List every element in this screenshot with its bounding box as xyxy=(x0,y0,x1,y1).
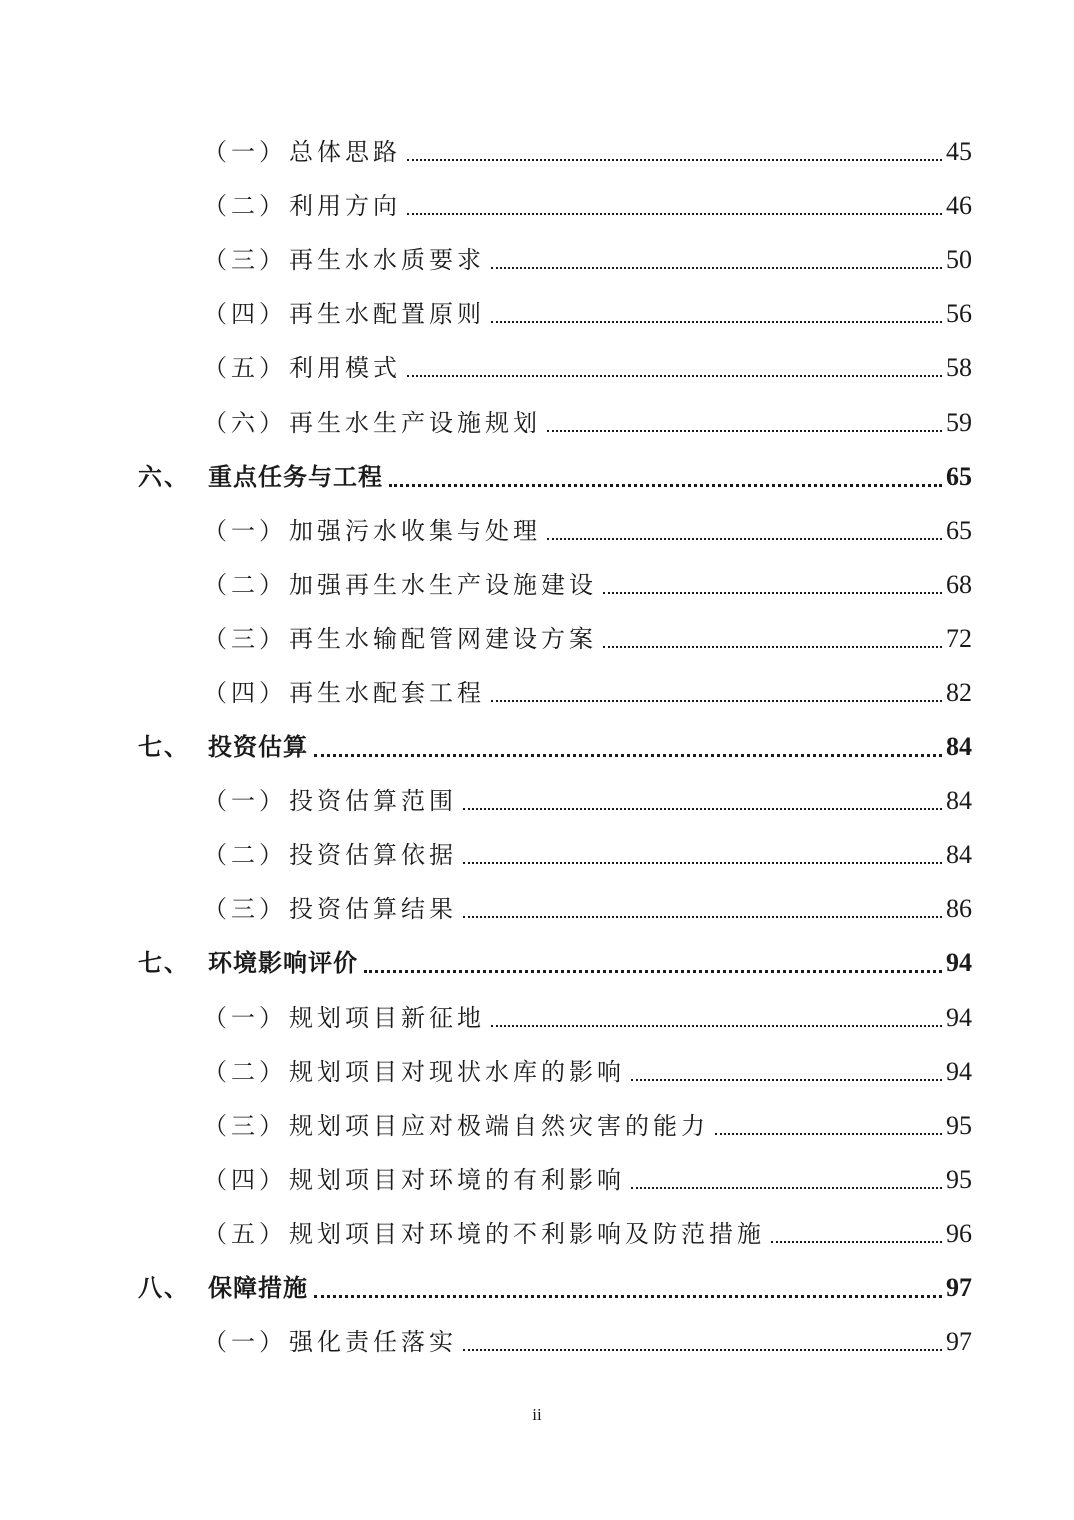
toc-entry-title: 投资估算依据 xyxy=(289,841,457,870)
toc-entry-number: （五） xyxy=(203,354,287,383)
toc-entry-title: 规划项目新征地 xyxy=(289,1003,485,1032)
toc-entry-title: 强化责任落实 xyxy=(289,1328,457,1357)
toc-dot-leader xyxy=(491,1003,942,1033)
toc-entry-number: （一） xyxy=(203,516,287,545)
toc-entry-page-number: 94 xyxy=(946,1002,972,1032)
toc-entry-page-number: 94 xyxy=(946,948,972,978)
toc-entry-title: 环境影响评价 xyxy=(208,948,358,978)
toc-entry-title: 投资估算 xyxy=(208,732,308,762)
toc-entry-number: （三） xyxy=(203,246,287,275)
toc-entry-number: （三） xyxy=(203,895,287,924)
toc-subsection-entry[interactable] xyxy=(0,666,1074,720)
toc-subsection-entry[interactable] xyxy=(0,558,1074,612)
toc-dot-leader xyxy=(715,1111,942,1141)
toc-entry-title: 规划项目对环境的不利影响及防范措施 xyxy=(289,1219,765,1248)
toc-entry-number: （二） xyxy=(203,1057,287,1086)
toc-entry-title: 再生水生产设施规划 xyxy=(289,408,541,437)
toc-dot-leader xyxy=(407,353,942,383)
toc-entry-number: （一） xyxy=(203,787,287,816)
toc-entry-number: （二） xyxy=(203,192,287,221)
toc-entry-page-number: 65 xyxy=(946,461,972,491)
page-footer-number: ii xyxy=(532,1405,542,1424)
toc-entry-number: （一） xyxy=(203,1003,287,1032)
toc-entry-page-number: 50 xyxy=(946,245,972,275)
toc-dot-leader xyxy=(389,462,942,492)
toc-section-entry[interactable] xyxy=(0,936,1074,990)
toc-entry-title: 总体思路 xyxy=(289,138,401,167)
toc-entry-number: 七、 xyxy=(138,948,190,978)
toc-entry-number: （五） xyxy=(203,1219,287,1248)
toc-subsection-entry[interactable] xyxy=(0,233,1074,287)
toc-entry-title: 加强再生水生产设施建设 xyxy=(289,570,597,599)
toc-dot-leader xyxy=(631,1165,942,1195)
toc-entry-number: （四） xyxy=(203,1165,287,1194)
table-of-contents xyxy=(0,125,1074,1369)
toc-entry-number: （四） xyxy=(203,300,287,329)
toc-entry-title: 再生水输配管网建设方案 xyxy=(289,624,597,653)
toc-subsection-entry[interactable] xyxy=(0,341,1074,395)
toc-subsection-entry[interactable] xyxy=(0,395,1074,449)
toc-entry-title: 利用方向 xyxy=(289,192,401,221)
toc-subsection-entry[interactable] xyxy=(0,774,1074,828)
toc-subsection-entry[interactable] xyxy=(0,882,1074,936)
toc-dot-leader xyxy=(364,948,942,978)
toc-entry-page-number: 97 xyxy=(946,1273,972,1303)
toc-dot-leader xyxy=(463,840,942,870)
toc-entry-page-number: 84 xyxy=(946,732,972,762)
toc-entry-number: 六、 xyxy=(138,461,190,491)
toc-dot-leader xyxy=(603,624,942,654)
toc-dot-leader xyxy=(547,516,942,546)
toc-entry-number: （三） xyxy=(203,624,287,653)
toc-entry-page-number: 59 xyxy=(946,407,972,437)
toc-subsection-entry[interactable] xyxy=(0,1315,1074,1369)
toc-entry-page-number: 65 xyxy=(946,515,972,545)
toc-dot-leader xyxy=(407,137,942,167)
toc-entry-page-number: 97 xyxy=(946,1327,972,1357)
toc-entry-title: 利用模式 xyxy=(289,354,401,383)
toc-entry-title: 投资估算范围 xyxy=(289,787,457,816)
toc-subsection-entry[interactable] xyxy=(0,612,1074,666)
toc-entry-number: （六） xyxy=(203,408,287,437)
toc-subsection-entry[interactable] xyxy=(0,1099,1074,1153)
toc-dot-leader xyxy=(314,1273,942,1303)
toc-dot-leader xyxy=(631,1057,942,1087)
toc-entry-number: （二） xyxy=(203,841,287,870)
toc-entry-title: 规划项目应对极端自然灾害的能力 xyxy=(289,1111,709,1140)
toc-entry-page-number: 95 xyxy=(946,1110,972,1140)
toc-entry-title: 规划项目对现状水库的影响 xyxy=(289,1057,625,1086)
toc-entry-page-number: 95 xyxy=(946,1164,972,1194)
toc-subsection-entry[interactable] xyxy=(0,828,1074,882)
toc-entry-number: （四） xyxy=(203,678,287,707)
toc-dot-leader xyxy=(463,786,942,816)
toc-entry-page-number: 94 xyxy=(946,1056,972,1086)
toc-entry-page-number: 86 xyxy=(946,894,972,924)
toc-subsection-entry[interactable] xyxy=(0,1153,1074,1207)
toc-entry-title: 保障措施 xyxy=(208,1273,308,1303)
toc-entry-title: 重点任务与工程 xyxy=(208,461,383,491)
toc-subsection-entry[interactable] xyxy=(0,1207,1074,1261)
toc-entry-number: （三） xyxy=(203,1111,287,1140)
toc-entry-page-number: 45 xyxy=(946,137,972,167)
toc-entry-title: 再生水配套工程 xyxy=(289,678,485,707)
toc-entry-number: 七、 xyxy=(138,732,190,762)
toc-subsection-entry[interactable] xyxy=(0,287,1074,341)
toc-dot-leader xyxy=(491,245,942,275)
toc-entry-page-number: 82 xyxy=(946,677,972,707)
toc-entry-title: 加强污水收集与处理 xyxy=(289,516,541,545)
toc-dot-leader xyxy=(463,894,942,924)
toc-entry-page-number: 58 xyxy=(946,353,972,383)
toc-entry-title: 投资估算结果 xyxy=(289,895,457,924)
toc-entry-title: 再生水配置原则 xyxy=(289,300,485,329)
toc-dot-leader xyxy=(603,570,942,600)
toc-subsection-entry[interactable] xyxy=(0,1045,1074,1099)
toc-entry-title: 规划项目对环境的有利影响 xyxy=(289,1165,625,1194)
toc-subsection-entry[interactable] xyxy=(0,125,1074,179)
toc-dot-leader xyxy=(463,1327,942,1357)
toc-entry-number: （一） xyxy=(203,1328,287,1357)
toc-dot-leader xyxy=(407,191,942,221)
toc-entry-page-number: 72 xyxy=(946,623,972,653)
toc-dot-leader xyxy=(771,1219,942,1249)
toc-section-entry[interactable] xyxy=(0,450,1074,504)
toc-dot-leader xyxy=(491,678,942,708)
toc-entry-number: （一） xyxy=(203,138,287,167)
toc-dot-leader xyxy=(314,732,942,762)
toc-entry-page-number: 84 xyxy=(946,840,972,870)
toc-subsection-entry[interactable] xyxy=(0,179,1074,233)
toc-dot-leader xyxy=(547,408,942,438)
toc-entry-number: 八、 xyxy=(138,1273,190,1303)
toc-entry-number: （二） xyxy=(203,570,287,599)
toc-entry-page-number: 84 xyxy=(946,786,972,816)
toc-subsection-entry[interactable] xyxy=(0,991,1074,1045)
toc-entry-page-number: 96 xyxy=(946,1218,972,1248)
toc-section-entry[interactable] xyxy=(0,720,1074,774)
toc-subsection-entry[interactable] xyxy=(0,504,1074,558)
toc-entry-page-number: 68 xyxy=(946,569,972,599)
toc-entry-page-number: 46 xyxy=(946,191,972,221)
toc-entry-title: 再生水水质要求 xyxy=(289,246,485,275)
toc-entry-page-number: 56 xyxy=(946,299,972,329)
toc-dot-leader xyxy=(491,299,942,329)
toc-section-entry[interactable] xyxy=(0,1261,1074,1315)
